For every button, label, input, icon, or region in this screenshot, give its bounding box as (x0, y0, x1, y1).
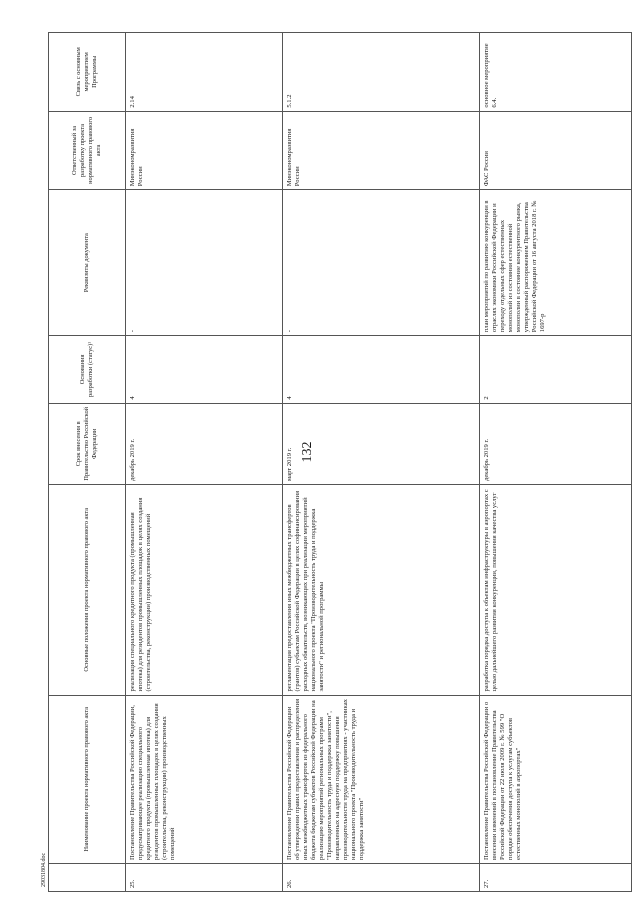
row-responsible: Минэкономразвития России (283, 111, 480, 190)
row-term: декабрь 2019 г. (480, 403, 632, 484)
row-basis: 4 (283, 336, 480, 403)
row-link: 5.1.2 (283, 33, 480, 112)
row-number: 25. (126, 863, 283, 891)
header-requisites: Реквизиты документа (49, 190, 126, 336)
row-requisites: - (126, 190, 283, 336)
row-main-provisions: разработка порядка доступа к объектам инфраструктуры в аэропортах с целью дальнейшего развития конкуренции, повышения качества услуг (480, 484, 632, 695)
row-requisites: - (283, 190, 480, 336)
header-link: Связь с основным мероприятием Программы (49, 33, 126, 112)
row-term: декабрь 2019 г. (126, 403, 283, 484)
row-term: март 2019 г. (283, 403, 480, 484)
header-basis: Основания разработки (статус)¹ (49, 336, 126, 403)
header-responsible: Ответственный за разработку проекта нормативного правового акта (49, 111, 126, 190)
row-number: 26. (283, 863, 480, 891)
document-code: 29031804.doc (41, 852, 47, 887)
header-number (49, 863, 126, 891)
table-container (48, 32, 620, 892)
row-link: 2.14 (126, 33, 283, 112)
table-row (480, 33, 632, 892)
row-basis: 2 (480, 336, 632, 403)
row-basis: 4 (126, 336, 283, 403)
header-main-provisions: Основные положения проекта нормативного правового акта (49, 484, 126, 695)
row-link: основное мероприятие 6.4. (480, 33, 632, 112)
row-responsible: ФАС России (480, 111, 632, 190)
row-main-provisions: реализация специального кредитного продукта (промышленная ипотека) для резидентов промышленных площадок в целях создания (строительства, реконструкции) производственных помещений (126, 484, 283, 695)
page-number: 132 (300, 441, 315, 463)
header-term: Срок внесения в Правительство Российской Федерации (49, 403, 126, 484)
row-name: Постановление Правительства Российской Федерации о внесении изменений в постановление Правительства Российской Федерации от 22 июля 2009 г. № 599 "О порядке обеспечения доступа к услугам субъектов естественных монополий в аэропортах" (480, 695, 632, 863)
table-row (283, 33, 480, 892)
row-name: Постановление Правительства Российской Федерации, предусматривающее реализацию специального кредитного продукта (промышленная ипотека) для резидентов промышленных площадок в целях создания (строительства, реконструкции) производственных помещений (126, 695, 283, 863)
header-name: Наименование проекта нормативного правового акта (49, 695, 126, 863)
row-main-provisions: регламентация предоставления иных межбюджетных трансфертов (грантов) субъектам Российской Федерации в целях софинансирования расходных обязательств, возникающих при реализации мероприятий национального проекта "Производительность труда и поддержка занятости" и региональной программы (283, 484, 480, 695)
table-row (126, 33, 283, 892)
row-requisites: план мероприятий по развитию конкуренции в отраслях экономики Российской Федерации и переходу отдельных сфер естественных монополий из состояния естественной монополии в состояние конкурентного рынка, утвержденный распоряжением Правительства Российской Федерации от 16 августа 2018 г. № 1697-р (480, 190, 632, 336)
row-number: 27. (480, 863, 632, 891)
row-responsible: Минэкономразвития России (126, 111, 283, 190)
normative-acts-table (48, 32, 632, 892)
row-name: Постановление Правительства Российской Федерации об утверждении правил предоставления и распределения иных межбюджетных трансфертов из федерального бюджета бюджетам субъектов Российской Федерации на реализацию мероприятий региональных программ "Производительность труда и поддержка занятости", направленных на адресную поддержку повышения производительности труда на предприятиях - участниках национального проекта "Производительность труда и поддержка занятости" (283, 695, 480, 863)
table-header-row (49, 33, 126, 892)
